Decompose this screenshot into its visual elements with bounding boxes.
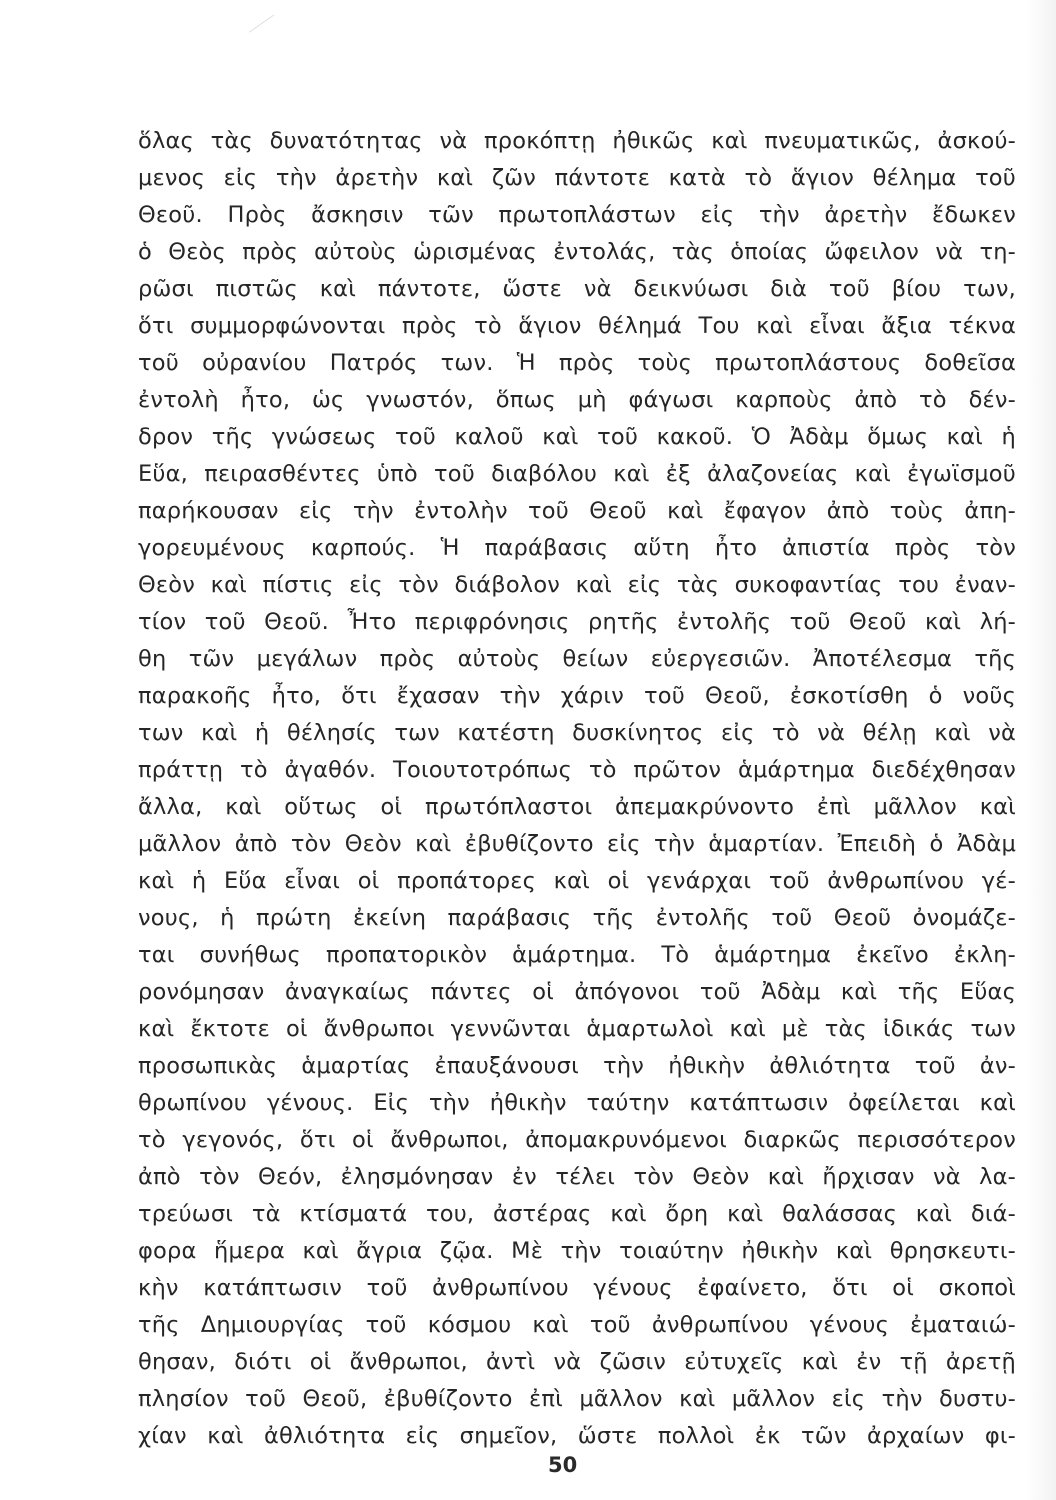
text-line: ρῶσι πιστῶς καὶ πάντοτε, ὥστε νὰ δεικνύωσι διὰ τοῦ βίου των, bbox=[138, 276, 1016, 302]
text-line: των καὶ ἡ θέλησίς των κατέστη δυσκίνητος εἰς τὸ νὰ θέλῃ καὶ νὰ bbox=[138, 720, 1016, 746]
text-line: χίαν καὶ ἀθλιότητα εἰς σημεῖον, ὥστε πολλοὶ ἐκ τῶν ἀρχαίων φι- bbox=[138, 1423, 1016, 1449]
text-line: τίον τοῦ Θεοῦ. Ἦτο περιφρόνησις ρητῆς ἐντολῆς τοῦ Θεοῦ καὶ λή- bbox=[138, 609, 1016, 635]
text-line: ται συνήθως προπατορικὸν ἁμάρτημα. Τὸ ἁμάρτημα ἐκεῖνο ἐκλη- bbox=[138, 942, 1016, 968]
text-line: ὅλας τὰς δυνατότητας νὰ προκόπτῃ ἠθικῶς καὶ πνευματικῶς, ἀσκού- bbox=[138, 128, 1016, 154]
text-line: ὁ Θεὸς πρὸς αὐτοὺς ὡρισμένας ἐντολάς, τὰς ὁποίας ὤφειλον νὰ τη- bbox=[138, 239, 1016, 265]
text-line: παρακοῆς ἦτο, ὅτι ἔχασαν τὴν χάριν τοῦ Θεοῦ, ἐσκοτίσθη ὁ νοῦς bbox=[138, 683, 1016, 709]
text-line: κὴν κατάπτωσιν τοῦ ἀνθρωπίνου γένους ἐφαίνετο, ὅτι οἱ σκοποὶ bbox=[138, 1275, 1016, 1301]
text-line: θη τῶν μεγάλων πρὸς αὐτοὺς θείων εὐεργεσιῶν. Ἀποτέλεσμα τῆς bbox=[138, 646, 1016, 672]
text-line: γορευμένους καρπούς. Ἡ παράβασις αὕτη ἦτο ἀπιστία πρὸς τὸν bbox=[138, 535, 1016, 561]
text-line: ἐντολὴ ἦτο, ὡς γνωστόν, ὅπως μὴ φάγωσι καρποὺς ἀπὸ τὸ δέν- bbox=[138, 387, 1016, 413]
text-line: ἀπὸ τὸν Θεόν, ἐλησμόνησαν ἐν τέλει τὸν Θεὸν καὶ ἤρχισαν νὰ λα- bbox=[138, 1164, 1016, 1190]
text-line: Θεοῦ. Πρὸς ἄσκησιν τῶν πρωτοπλάστων εἰς τὴν ἀρετὴν ἔδωκεν bbox=[138, 202, 1016, 228]
text-line: τὸ γεγονός, ὅτι οἱ ἄνθρωποι, ἀπομακρυνόμενοι διαρκῶς περισσότερον bbox=[138, 1127, 1016, 1153]
text-line: δρον τῆς γνώσεως τοῦ καλοῦ καὶ τοῦ κακοῦ. Ὁ Ἀδὰμ ὅμως καὶ ἡ bbox=[138, 424, 1016, 450]
text-line: τοῦ οὐρανίου Πατρός των. Ἡ πρὸς τοὺς πρωτοπλάστους δοθεῖσα bbox=[138, 350, 1016, 376]
text-line: μενος εἰς τὴν ἀρετὴν καὶ ζῶν πάντοτε κατὰ τὸ ἅγιον θέλημα τοῦ bbox=[138, 165, 1016, 191]
text-line: ρονόμησαν ἀναγκαίως πάντες οἱ ἀπόγονοι τοῦ Ἀδὰμ καὶ τῆς Εὕας bbox=[138, 979, 1016, 1005]
text-line: τρεύωσι τὰ κτίσματά του, ἀστέρας καὶ ὄρη καὶ θαλάσσας καὶ διά- bbox=[138, 1201, 1016, 1227]
text-line: ὅτι συμμορφώνονται πρὸς τὸ ἅγιον θέλημά Του καὶ εἶναι ἄξια τέκνα bbox=[138, 313, 1016, 339]
text-line: θησαν, διότι οἱ ἄνθρωποι, ἀντὶ νὰ ζῶσιν εὐτυχεῖς καὶ ἐν τῇ ἀρετῇ bbox=[138, 1349, 1016, 1375]
text-line: καὶ ἡ Εὕα εἶναι οἱ προπάτορες καὶ οἱ γενάρχαι τοῦ ἀνθρωπίνου γέ- bbox=[138, 868, 1016, 894]
text-line: παρήκουσαν εἰς τὴν ἐντολὴν τοῦ Θεοῦ καὶ ἔφαγον ἀπὸ τοὺς ἀπη- bbox=[138, 498, 1016, 524]
text-line: φορα ἥμερα καὶ ἄγρια ζῷα. Μὲ τὴν τοιαύτην ἠθικὴν καὶ θρησκευτι- bbox=[138, 1238, 1016, 1264]
page-number: 50 bbox=[548, 1453, 578, 1477]
text-line: πλησίον τοῦ Θεοῦ, ἐβυθίζοντο ἐπὶ μᾶλλον καὶ μᾶλλον εἰς τὴν δυστυ- bbox=[138, 1386, 1016, 1412]
text-line: ἄλλα, καὶ οὕτως οἱ πρωτόπλαστοι ἀπεμακρύνοντο ἐπὶ μᾶλλον καὶ bbox=[138, 794, 1016, 820]
text-line: Θεὸν καὶ πίστις εἰς τὸν διάβολον καὶ εἰς τὰς συκοφαντίας του ἐναν- bbox=[138, 572, 1016, 598]
text-line: μᾶλλον ἀπὸ τὸν Θεὸν καὶ ἐβυθίζοντο εἰς τὴν ἁμαρτίαν. Ἐπειδὴ ὁ Ἀδὰμ bbox=[138, 831, 1016, 857]
text-line: πράττῃ τὸ ἀγαθόν. Τοιουτοτρόπως τὸ πρῶτον ἁμάρτημα διεδέχθησαν bbox=[138, 757, 1016, 783]
text-line: τῆς Δημιουργίας τοῦ κόσμου καὶ τοῦ ἀνθρωπίνου γένους ἐματαιώ- bbox=[138, 1312, 1016, 1338]
text-line: θρωπίνου γένους. Εἰς τὴν ἠθικὴν ταύτην κατάπτωσιν ὀφείλεται καὶ bbox=[138, 1090, 1016, 1116]
text-line: καὶ ἔκτοτε οἱ ἄνθρωποι γεννῶνται ἁμαρτωλοὶ καὶ μὲ τὰς ἰδικάς των bbox=[138, 1016, 1016, 1042]
text-line: Εὕα, πειρασθέντες ὑπὸ τοῦ διαβόλου καὶ ἐξ ἀλαζονείας καὶ ἐγωϊσμοῦ bbox=[138, 461, 1016, 487]
text-line: νους, ἡ πρώτη ἐκείνη παράβασις τῆς ἐντολῆς τοῦ Θεοῦ ὀνομάζε- bbox=[138, 905, 1016, 931]
text-line: προσωπικὰς ἁμαρτίας ἐπαυξάνουσι τὴν ἠθικὴν ἀθλιότητα τοῦ ἀν- bbox=[138, 1053, 1016, 1079]
